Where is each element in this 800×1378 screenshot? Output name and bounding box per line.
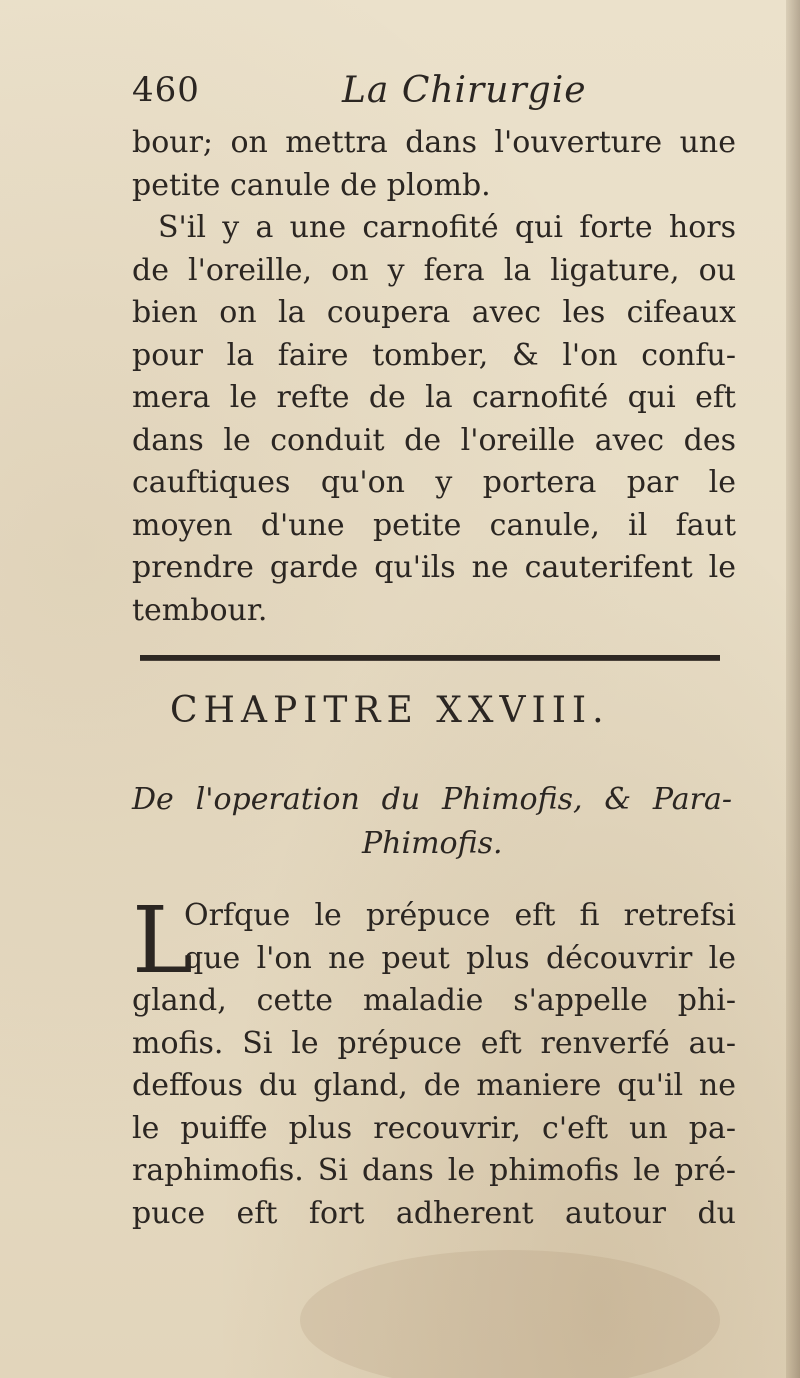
- text-line: Orfque le prépuce eft fi retrefsi: [184, 898, 736, 933]
- subtitle-line: De l'operation du Phimofis, & Para-: [132, 782, 732, 817]
- text-line: le puiffe plus recouvrir, c'eft un pa-: [132, 1110, 736, 1146]
- text-line: puce eft fort adherent autour du: [132, 1195, 736, 1231]
- text-line: gland, cette maladie s'appelle phi-: [132, 983, 736, 1018]
- text-line: S'il y a une carnofité qui forte hors: [158, 210, 736, 245]
- text-line: bien on la coupera avec les cifeaux: [132, 295, 736, 330]
- drop-cap: L: [132, 887, 194, 994]
- text-line: prendre garde qu'ils ne cauterifent le: [132, 550, 736, 585]
- text-line: mera le refte de la carnofité qui eft: [132, 380, 736, 415]
- text-line: deffous du gland, de maniere qu'il ne: [132, 1068, 736, 1103]
- section-divider: [140, 655, 720, 661]
- text-line: cauftiques qu'on y portera par le: [132, 465, 736, 500]
- text-line: bour; on mettra dans l'ouverture une: [132, 125, 736, 160]
- text-line: de l'oreille, on y fera la ligature, ou: [132, 252, 736, 288]
- paper-stain: [300, 1250, 720, 1378]
- text-line: pour la faire tomber, & l'on confu-: [132, 337, 736, 373]
- subtitle-line: Phimofis.: [362, 826, 503, 861]
- text-line: tembour.: [132, 592, 268, 628]
- chapter-subtitle: [132, 778, 732, 866]
- running-title: La Chirurgie: [342, 70, 587, 111]
- page-header: [132, 70, 732, 118]
- text-line: que l'on ne peut plus découvrir le: [184, 940, 736, 976]
- text-line: petite canule de plomb.: [132, 167, 491, 203]
- paragraph-opening: [132, 887, 736, 1235]
- text-line: mofis. Si le prépuce eft renverfé au-: [132, 1025, 736, 1061]
- text-line: moyen d'une petite canule, il faut: [132, 507, 736, 543]
- text-line: dans le conduit de l'oreille avec des: [132, 422, 736, 458]
- paragraph-continuation: [132, 122, 736, 632]
- text-line: raphimofis. Si dans le phimofis le pré-: [132, 1153, 736, 1188]
- page-edge: [786, 0, 800, 1378]
- page-number: 460: [132, 70, 200, 110]
- chapter-heading: CHAPITRE XXVIII.: [170, 690, 610, 731]
